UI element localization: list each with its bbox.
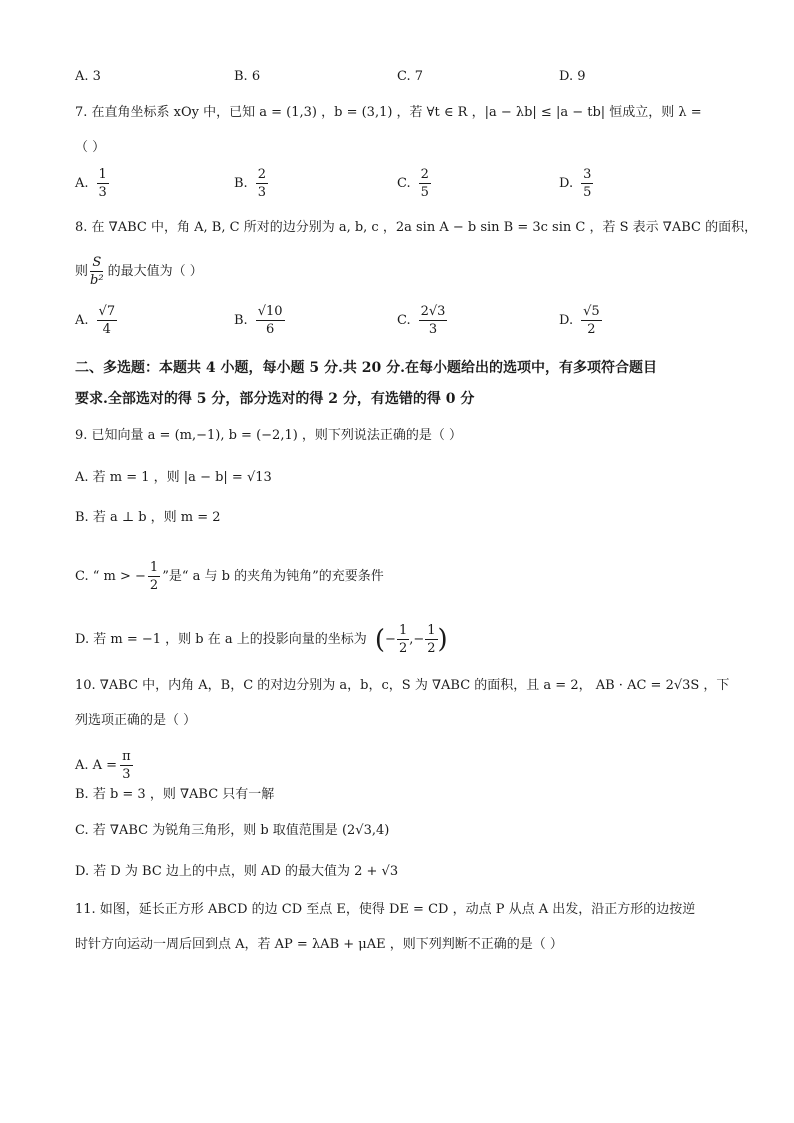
option-label: C. [397, 176, 411, 191]
prev-option-d: D. 9 [559, 69, 586, 84]
q7-stem-line2: （ ） [75, 140, 106, 155]
q11-stem-line1: 11. 如图，延长正方形 ABCD 的边 CD 至点 E，使得 DE = CD ，动点 P 从点 A 出发，沿正方形的边按逆 [75, 902, 696, 917]
fraction: $\frac{√7}{4}$ [98, 304, 116, 337]
q9-option-b: B. 若 a ⊥ b ，则 m = 2 [75, 510, 221, 525]
fraction: $\frac{2}{3}$ [257, 167, 266, 200]
option-label: A. [75, 176, 89, 191]
q7-option-b [234, 168, 268, 199]
q7-option-c [397, 168, 431, 199]
q10-option-b: B. 若 b = 3 ，则 ∇ABC 只有一解 [75, 787, 275, 802]
right-paren-icon: ) [437, 624, 448, 655]
section2-heading-line2: 要求.全部选对的得 5 分，部分选对的得 2 分，有选错的得 0 分 [75, 391, 475, 407]
q9-stem: 9. 已知向量 a = (m,−1), b = (−2,1) ，则下列说法正确的是（ ） [75, 428, 463, 443]
option-label: C. [397, 313, 411, 328]
q7-stem-line1: 7. 在直角坐标系 xOy 中，已知 a = (1,3) ，b = (3,1) ，若 ∀t ∈ R ，|a − λb| ≤ |a − tb| 恒成立，则 λ = [75, 105, 702, 120]
option-label: B. [234, 176, 248, 191]
fraction: $\frac{√10}{6}$ [257, 304, 283, 337]
q9-option-a: A. 若 m = 1 ，则 |a − b| = √13 [75, 470, 272, 485]
option-label: B. [234, 313, 248, 328]
q9-option-c: C. “ m > − $\frac{1}{2}$ ”是“ a 与 b 的夹角为钝角”的充要条件 [75, 560, 384, 593]
prev-option-b: B. 6 [234, 69, 261, 84]
q7-option-a [75, 168, 109, 199]
option-label: D. [559, 176, 574, 191]
option-label: A. [75, 313, 89, 328]
fraction: $\frac{1}{2}$ [427, 623, 436, 656]
q9-option-d: D. 若 m = −1 ，则 b 在 a 上的投影向量的坐标为 (− $\frac{1}{2}$ ,− $\frac{1}{2}$ ) [75, 623, 448, 656]
q10-option-d: D. 若 D 为 BC 边上的中点，则 AD 的最大值为 2 + √3 [75, 864, 399, 879]
q8-stem-line1: 8. 在 ∇ABC 中，角 A, B, C 所对的边分别为 a, b, c ，2a sin A − b sin B = 3c sin C ，若 S 表示 ∇ABC 的面积， [75, 220, 758, 235]
q8-stem-line2: 则 $\frac{S}{\text{b²}}$ 的最大值为（ ） [75, 255, 203, 288]
fraction: $\frac{1}{3}$ [98, 167, 107, 200]
q8-option-b [234, 305, 285, 336]
q10-stem-line2: 列选项正确的是（ ） [75, 713, 197, 728]
q8-option-c [397, 305, 447, 336]
q7-option-d [559, 168, 593, 199]
fraction: $\frac{1}{2}$ [149, 560, 159, 593]
fraction: $\frac{3}{5}$ [583, 167, 592, 200]
option-label: D. [559, 313, 574, 328]
q11-stem-line2: 时针方向运动一周后回到点 A，若 AP = λAB + μAE ，则下列判断不正确的是（ ） [75, 937, 563, 952]
q10-stem-line1: 10. ∇ABC 中，内角 A，B，C 的对边分别为 a，b，c，S 为 ∇ABC 的面积，且 a = 2， AB · AC = 2√3S ，下 [75, 678, 730, 693]
fraction: $\frac{√5}{2}$ [583, 304, 600, 337]
q10-option-c: C. 若 ∇ABC 为锐角三角形，则 b 取值范围是 (2√3,4) [75, 823, 390, 838]
fraction: $\frac{2√3}{3}$ [420, 304, 446, 337]
q10-option-a: A. A = $\frac{\pi}{3}$ [75, 749, 131, 782]
prev-option-c: C. 7 [397, 69, 424, 84]
fraction: $\frac{2}{5}$ [420, 167, 429, 200]
left-paren-icon: ( [374, 624, 386, 655]
prev-option-a: A. 3 [75, 69, 101, 84]
q8-option-d [559, 305, 602, 336]
q8-option-a [75, 305, 117, 336]
section2-heading-line1: 二、多选题：本题共 4 小题，每小题 5 分.共 20 分.在每小题给出的选项中，有多项符合题目 [75, 360, 657, 376]
fraction-s-over-b2: $\frac{S}{\text{b²}}$ [90, 255, 104, 288]
fraction: $\frac{1}{2}$ [398, 623, 408, 656]
fraction: $\frac{\pi}{3}$ [122, 749, 131, 782]
